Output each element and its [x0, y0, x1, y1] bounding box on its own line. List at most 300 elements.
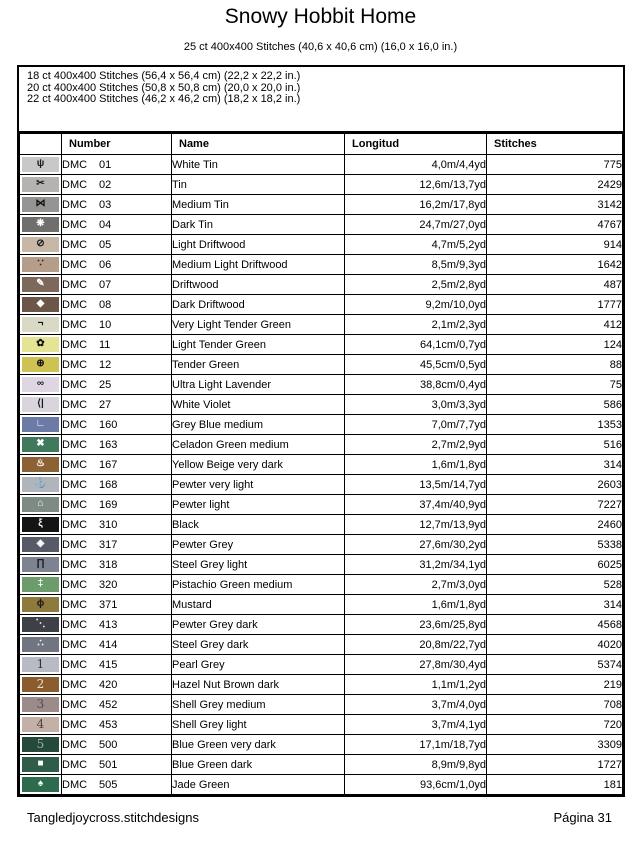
- table-row: [20, 195, 623, 215]
- color-swatch: [22, 757, 59, 772]
- symbol-cell: [20, 275, 62, 295]
- legend-table-body: [20, 155, 623, 795]
- table-header-row: [20, 134, 623, 155]
- thread-code: 318: [99, 558, 118, 571]
- thread-number-cell: [62, 395, 172, 415]
- stitches-cell: 2460: [487, 515, 623, 535]
- numeral-5-icon: 5: [36, 737, 45, 751]
- thread-number-cell: [62, 415, 172, 435]
- table-row: [20, 335, 623, 355]
- length-cell: 2,1m/2,3yd: [345, 315, 487, 335]
- thread-name-cell: Mustard: [172, 595, 345, 615]
- dots-icon: ∵: [37, 258, 44, 269]
- table-row: [20, 555, 623, 575]
- thread-number-cell: [62, 495, 172, 515]
- infinity-icon: ∞: [36, 378, 45, 389]
- color-swatch: [22, 357, 59, 372]
- brand-label: DMC: [62, 258, 88, 271]
- brand-label: DMC: [62, 758, 88, 771]
- table-row: [20, 635, 623, 655]
- color-swatch: [22, 257, 59, 272]
- stitches-cell: 1777: [487, 295, 623, 315]
- symbol-cell: [20, 195, 62, 215]
- stitches-cell: 412: [487, 315, 623, 335]
- length-cell: 93,6cm/1,0yd: [345, 775, 487, 795]
- brand-label: DMC: [62, 578, 88, 591]
- thread-number-cell: [62, 655, 172, 675]
- color-swatch: [22, 497, 59, 512]
- table-row: [20, 215, 623, 235]
- thread-number-cell: [62, 775, 172, 795]
- brand-label: DMC: [62, 598, 88, 611]
- thread-number-cell: [62, 695, 172, 715]
- length-cell: 37,4m/40,9yd: [345, 495, 487, 515]
- brand-label: DMC: [62, 458, 88, 471]
- color-swatch: [22, 657, 59, 672]
- stitches-cell: 775: [487, 155, 623, 175]
- table-row: [20, 435, 623, 455]
- spade-icon: ♠: [37, 778, 44, 789]
- thread-code: 160: [99, 418, 118, 431]
- thread-code: 05: [99, 238, 112, 251]
- stitches-cell: 124: [487, 335, 623, 355]
- length-cell: 1,6m/1,8yd: [345, 455, 487, 475]
- symbol-cell: [20, 315, 62, 335]
- thread-number-cell: [62, 635, 172, 655]
- stitches-cell: 6025: [487, 555, 623, 575]
- thread-name-cell: Pewter very light: [172, 475, 345, 495]
- color-swatch: [22, 617, 59, 632]
- symbol-cell: [20, 575, 62, 595]
- stitches-cell: 181: [487, 775, 623, 795]
- table-row: [20, 715, 623, 735]
- numeral-1-icon: 1: [36, 657, 45, 671]
- table-row: [20, 575, 623, 595]
- brand-label: DMC: [62, 298, 88, 311]
- thread-number-cell: [62, 335, 172, 355]
- fabric-size-subtitle: 25 ct 400x400 Stitches (40,6 x 40,6 cm) (16,0 x 16,0 in.): [183, 41, 458, 53]
- brand-label: DMC: [62, 538, 88, 551]
- stitches-cell: 4020: [487, 635, 623, 655]
- stitches-cell: 3142: [487, 195, 623, 215]
- brand-label: DMC: [62, 378, 88, 391]
- brand-label: DMC: [62, 398, 88, 411]
- thread-name-cell: Pewter light: [172, 495, 345, 515]
- thread-code: 04: [99, 218, 112, 231]
- thread-number-cell: [62, 435, 172, 455]
- symbol-cell: [20, 655, 62, 675]
- symbol-cell: [20, 295, 62, 315]
- stitches-cell: 914: [487, 235, 623, 255]
- thread-name-cell: Black: [172, 515, 345, 535]
- thread-number-cell: [62, 175, 172, 195]
- thread-code: 25: [99, 378, 112, 391]
- thread-code: 317: [99, 538, 118, 551]
- color-swatch: [22, 217, 59, 232]
- stitches-cell: 219: [487, 675, 623, 695]
- double-dagger-icon: ‡: [37, 578, 44, 589]
- symbol-cell: [20, 715, 62, 735]
- symbol-cell: [20, 255, 62, 275]
- stitches-cell: 720: [487, 715, 623, 735]
- designer-credit: Tangledjoycross.stitchdesigns: [27, 810, 199, 825]
- count-option-line: 18 ct 400x400 Stitches (56,4 x 56,4 cm) (22,2 x 22,2 in.): [27, 70, 301, 82]
- thread-name-cell: Blue Green very dark: [172, 735, 345, 755]
- brand-label: DMC: [62, 418, 88, 431]
- flower-icon: ✿: [36, 338, 45, 349]
- thread-name-cell: Yellow Beige very dark: [172, 455, 345, 475]
- phi-icon: ϕ: [36, 598, 45, 609]
- thread-name-cell: Ultra Light Lavender: [172, 375, 345, 395]
- brand-label: DMC: [62, 358, 88, 371]
- thread-name-cell: Dark Driftwood: [172, 295, 345, 315]
- thread-name-cell: Hazel Nut Brown dark: [172, 675, 345, 695]
- brand-label: DMC: [62, 178, 88, 191]
- thread-code: 12: [99, 358, 112, 371]
- microphone-icon: ψ: [36, 158, 45, 169]
- length-cell: 8,9m/9,8yd: [345, 755, 487, 775]
- table-row: [20, 535, 623, 555]
- heavy-cross-icon: ✖: [36, 438, 45, 449]
- color-swatch: [22, 577, 59, 592]
- white-square-icon: ■: [37, 758, 44, 769]
- thread-number-cell: [62, 675, 172, 695]
- thread-name-cell: Jade Green: [172, 775, 345, 795]
- thread-code: 02: [99, 178, 112, 191]
- symbol-cell: [20, 175, 62, 195]
- length-cell: 4,7m/5,2yd: [345, 235, 487, 255]
- color-swatch: [22, 737, 59, 752]
- color-swatch: [22, 717, 59, 732]
- stitches-cell: 487: [487, 275, 623, 295]
- thread-number-cell: [62, 255, 172, 275]
- xi-squiggle-icon: ξ: [38, 518, 43, 529]
- count-options-box: [19, 67, 623, 133]
- thread-code: 07: [99, 278, 112, 291]
- color-swatch: [22, 297, 59, 312]
- anchor-icon: ⚓: [34, 478, 47, 489]
- brand-label: DMC: [62, 198, 88, 211]
- thread-name-cell: Celadon Green medium: [172, 435, 345, 455]
- table-row: [20, 495, 623, 515]
- thread-code: 371: [99, 598, 118, 611]
- stitches-cell: 7227: [487, 495, 623, 515]
- table-row: [20, 255, 623, 275]
- thread-name-cell: Pearl Grey: [172, 655, 345, 675]
- length-cell: 45,5cm/0,5yd: [345, 355, 487, 375]
- length-cell: 24,7m/27,0yd: [345, 215, 487, 235]
- table-row: [20, 735, 623, 755]
- thread-name-cell: Grey Blue medium: [172, 415, 345, 435]
- length-cell: 17,1m/18,7yd: [345, 735, 487, 755]
- thread-code: 501: [99, 758, 118, 771]
- table-row: [20, 775, 623, 795]
- thread-name-cell: Shell Grey light: [172, 715, 345, 735]
- brand-label: DMC: [62, 438, 88, 451]
- scissors-icon: ✂: [36, 178, 45, 189]
- thread-code: 420: [99, 678, 118, 691]
- brand-label: DMC: [62, 678, 88, 691]
- thread-number-cell: [62, 535, 172, 555]
- thread-code: 167: [99, 458, 118, 471]
- stitches-column-header: Stitches: [487, 134, 623, 155]
- symbol-cell: [20, 755, 62, 775]
- thread-number-cell: [62, 475, 172, 495]
- thread-name-cell: Light Tender Green: [172, 335, 345, 355]
- symbol-cell: [20, 375, 62, 395]
- thread-number-cell: [62, 515, 172, 535]
- brand-label: DMC: [62, 518, 88, 531]
- symbol-cell: [20, 635, 62, 655]
- thread-number-cell: [62, 215, 172, 235]
- color-swatch: [22, 637, 59, 652]
- color-swatch: [22, 697, 59, 712]
- brand-label: DMC: [62, 738, 88, 751]
- thread-number-cell: [62, 295, 172, 315]
- symbol-cell: [20, 155, 62, 175]
- stitches-cell: 708: [487, 695, 623, 715]
- thread-name-cell: Medium Light Driftwood: [172, 255, 345, 275]
- thread-number-cell: [62, 715, 172, 735]
- thread-code: 11: [99, 338, 111, 351]
- symbol-cell: [20, 695, 62, 715]
- table-row: [20, 175, 623, 195]
- padlock-icon: ⌂: [37, 498, 44, 509]
- stitches-cell: 5374: [487, 655, 623, 675]
- symbol-cell: [20, 615, 62, 635]
- table-row: [20, 655, 623, 675]
- length-cell: 38,8cm/0,4yd: [345, 375, 487, 395]
- thread-code: 505: [99, 778, 118, 791]
- length-cell: 31,2m/34,1yd: [345, 555, 487, 575]
- table-row: [20, 315, 623, 335]
- palm-spark-icon: ❋: [36, 218, 45, 229]
- symbol-cell: [20, 555, 62, 575]
- thread-code: 169: [99, 498, 118, 511]
- length-cell: 16,2m/17,8yd: [345, 195, 487, 215]
- thread-code: 415: [99, 658, 118, 671]
- symbol-cell: [20, 595, 62, 615]
- thread-name-cell: Dark Tin: [172, 215, 345, 235]
- symbol-cell: [20, 355, 62, 375]
- thread-code: 163: [99, 438, 118, 451]
- thread-name-cell: Steel Grey dark: [172, 635, 345, 655]
- thread-name-cell: Pewter Grey: [172, 535, 345, 555]
- symbol-cell: [20, 675, 62, 695]
- therefore-dots-icon: ∴: [37, 638, 44, 649]
- color-swatch: [22, 557, 59, 572]
- page-title: Snowy Hobbit Home: [224, 5, 417, 28]
- brand-label: DMC: [62, 498, 88, 511]
- brand-label: DMC: [62, 238, 88, 251]
- symbol-cell: [20, 735, 62, 755]
- color-swatch: [22, 517, 59, 532]
- color-swatch: [22, 777, 59, 792]
- length-cell: 2,5m/2,8yd: [345, 275, 487, 295]
- brand-label: DMC: [62, 318, 88, 331]
- thread-name-cell: Driftwood: [172, 275, 345, 295]
- color-swatch: [22, 597, 59, 612]
- color-swatch: [22, 417, 59, 432]
- stitches-cell: 88: [487, 355, 623, 375]
- stitches-cell: 2603: [487, 475, 623, 495]
- thread-number-cell: [62, 755, 172, 775]
- length-cell: 8,5m/9,3yd: [345, 255, 487, 275]
- droplet-icon: ◆: [36, 298, 45, 309]
- color-swatch: [22, 197, 59, 212]
- color-swatch: [22, 397, 59, 412]
- thread-number-cell: [62, 235, 172, 255]
- brand-label: DMC: [62, 218, 88, 231]
- brand-label: DMC: [62, 338, 88, 351]
- brand-label: DMC: [62, 158, 88, 171]
- table-icon: ∏: [36, 558, 45, 569]
- table-row: [20, 375, 623, 395]
- length-cell: 27,8m/30,4yd: [345, 655, 487, 675]
- stitches-cell: 75: [487, 375, 623, 395]
- table-row: [20, 455, 623, 475]
- thread-code: 310: [99, 518, 118, 531]
- stitches-cell: 1642: [487, 255, 623, 275]
- length-cell: 9,2m/10,0yd: [345, 295, 487, 315]
- thread-name-cell: Light Driftwood: [172, 235, 345, 255]
- symbol-cell: [20, 415, 62, 435]
- thread-number-cell: [62, 735, 172, 755]
- symbol-cell: [20, 335, 62, 355]
- stitches-cell: 2429: [487, 175, 623, 195]
- number-column-header: Number: [62, 134, 172, 155]
- stitches-cell: 528: [487, 575, 623, 595]
- brand-label: DMC: [62, 478, 88, 491]
- length-cell: 12,6m/13,7yd: [345, 175, 487, 195]
- thread-code: 453: [99, 718, 118, 731]
- brand-label: DMC: [62, 638, 88, 651]
- thread-name-cell: Steel Grey light: [172, 555, 345, 575]
- color-swatch: [22, 477, 59, 492]
- diagonal-dots-icon: ⋱: [35, 618, 46, 629]
- thread-code: 03: [99, 198, 112, 211]
- table-row: [20, 755, 623, 775]
- length-cell: 27,6m/30,2yd: [345, 535, 487, 555]
- color-swatch: [22, 277, 59, 292]
- thread-code: 10: [99, 318, 112, 331]
- color-swatch: [22, 677, 59, 692]
- length-cell: 1,1m/1,2yd: [345, 675, 487, 695]
- symbol-cell: [20, 515, 62, 535]
- table-row: [20, 675, 623, 695]
- table-row: [20, 415, 623, 435]
- length-cell: 13,5m/14,7yd: [345, 475, 487, 495]
- table-row: [20, 155, 623, 175]
- symbol-cell: [20, 395, 62, 415]
- color-swatch: [22, 317, 59, 332]
- thread-number-cell: [62, 555, 172, 575]
- length-cell: 3,7m/4,0yd: [345, 695, 487, 715]
- thread-code: 27: [99, 398, 112, 411]
- brand-label: DMC: [62, 658, 88, 671]
- length-cell: 23,6m/25,8yd: [345, 615, 487, 635]
- thread-legend-table: [19, 133, 623, 795]
- symbol-cell: [20, 495, 62, 515]
- thread-name-cell: Tender Green: [172, 355, 345, 375]
- color-swatch: [22, 377, 59, 392]
- length-cell: 64,1cm/0,7yd: [345, 335, 487, 355]
- table-row: [20, 395, 623, 415]
- count-option-line: 20 ct 400x400 Stitches (50,8 x 50,8 cm) (20,0 x 20,0 in.): [27, 81, 301, 94]
- thread-number-cell: [62, 375, 172, 395]
- stitches-cell: 4767: [487, 215, 623, 235]
- symbol-cell: [20, 235, 62, 255]
- thread-name-cell: Blue Green dark: [172, 755, 345, 775]
- symbol-cell: [20, 435, 62, 455]
- legend-sheet: [17, 65, 625, 797]
- thread-number-cell: [62, 615, 172, 635]
- thread-code: 06: [99, 258, 112, 271]
- length-cell: 4,0m/4,4yd: [345, 155, 487, 175]
- length-cell: 3,0m/3,3yd: [345, 395, 487, 415]
- table-row: [20, 615, 623, 635]
- stitches-cell: 4568: [487, 615, 623, 635]
- symbol-cell: [20, 535, 62, 555]
- angle-bar-icon: ⟨|: [37, 398, 44, 409]
- brand-label: DMC: [62, 778, 88, 791]
- thread-number-cell: [62, 275, 172, 295]
- right-angle-icon: ∟: [35, 418, 46, 429]
- thread-code: 01: [99, 158, 112, 171]
- count-option-line: 22 ct 400x400 Stitches (46,2 x 46,2 cm) (18,2 x 18,2 in.): [27, 93, 301, 105]
- table-row: [20, 515, 623, 535]
- length-cell: 1,6m/1,8yd: [345, 595, 487, 615]
- length-cell: 7,0m/7,7yd: [345, 415, 487, 435]
- numeral-4-icon: 4: [36, 717, 45, 731]
- color-swatch: [22, 537, 59, 552]
- color-swatch: [22, 437, 59, 452]
- thread-number-cell: [62, 315, 172, 335]
- color-swatch: [22, 457, 59, 472]
- stitches-cell: 516: [487, 435, 623, 455]
- symbol-cell: [20, 775, 62, 795]
- table-row: [20, 355, 623, 375]
- brand-label: DMC: [62, 558, 88, 571]
- stitches-cell: 314: [487, 595, 623, 615]
- thread-name-cell: Shell Grey medium: [172, 695, 345, 715]
- thread-code: 500: [99, 738, 118, 751]
- oil-lamp-icon: ♨: [36, 458, 45, 469]
- thread-number-cell: [62, 195, 172, 215]
- brand-label: DMC: [62, 698, 88, 711]
- length-cell: 2,7m/2,9yd: [345, 435, 487, 455]
- color-swatch: [22, 177, 59, 192]
- diamond-icon: ◈: [36, 538, 45, 549]
- thread-code: 452: [99, 698, 118, 711]
- thread-name-cell: Medium Tin: [172, 195, 345, 215]
- thread-name-cell: Tin: [172, 175, 345, 195]
- length-column-header: Longitud: [345, 134, 487, 155]
- length-cell: 2,7m/3,0yd: [345, 575, 487, 595]
- table-row: [20, 235, 623, 255]
- table-row: [20, 595, 623, 615]
- stitches-cell: 3309: [487, 735, 623, 755]
- table-row: [20, 695, 623, 715]
- numeral-2-icon: 2: [36, 677, 45, 691]
- bowtie-icon: ⋈: [35, 198, 46, 209]
- table-row: [20, 475, 623, 495]
- length-cell: 20,8m/22,7yd: [345, 635, 487, 655]
- stitches-cell: 586: [487, 395, 623, 415]
- thread-name-cell: Pistachio Green medium: [172, 575, 345, 595]
- numeral-3-icon: 3: [36, 697, 45, 711]
- slashed-circle-icon: ⊘: [36, 238, 45, 249]
